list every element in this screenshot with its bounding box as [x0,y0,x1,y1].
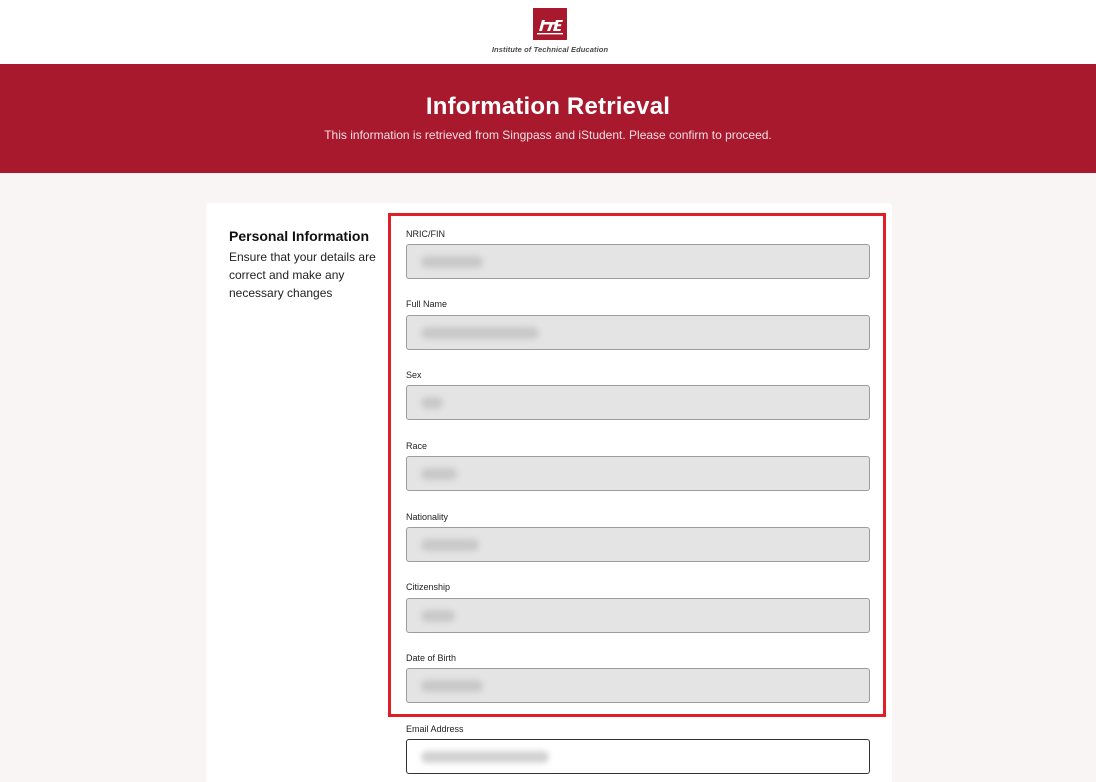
section-description: Ensure that your details are correct and make any necessary changes [229,250,376,300]
logo-text: Institute of Technical Education [491,45,609,54]
page-title: Information Retrieval [425,93,671,120]
race-label: Race [406,441,428,451]
sex-label: Sex [406,370,422,380]
citizenship-label: Citizenship [406,582,451,592]
email-label: Email Address [406,724,464,734]
full-name-label: Full Name [406,299,448,309]
section-title: Personal Information [229,228,370,244]
nationality-label: Nationality [406,512,449,522]
highlight-box [388,213,886,717]
date-of-birth-label: Date of Birth [406,653,457,663]
nric-label: NRIC/FIN [406,229,445,239]
hero-banner [0,64,1096,173]
email-value [421,751,549,763]
ite-logo-mark-icon [533,8,567,40]
ite-logo[interactable] [482,8,618,56]
top-bar [0,0,1096,64]
email-field[interactable] [406,739,870,774]
page-subtitle: This information is retrieved from Singpass and iStudent. Please confirm to proceed. [324,128,772,142]
